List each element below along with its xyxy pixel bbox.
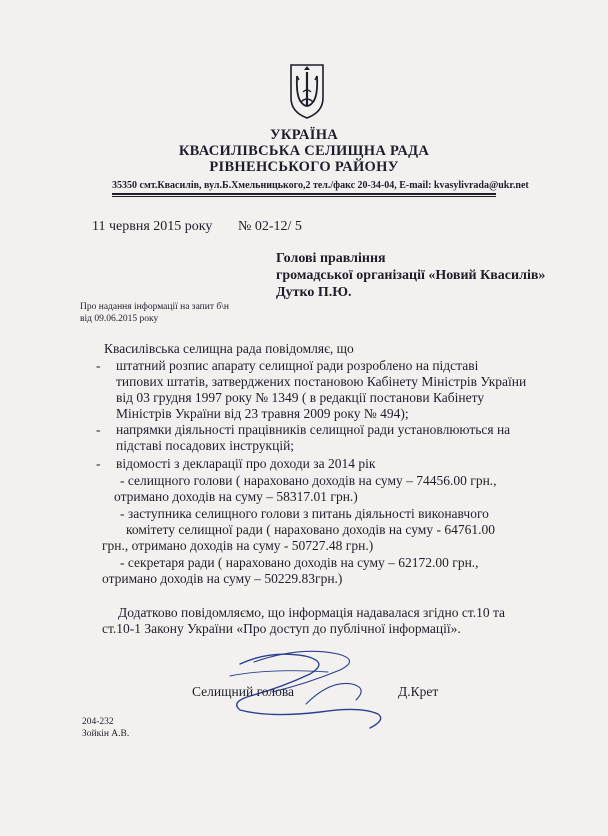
body-line: - секретаря ради ( нараховано доходів на суму – 62172.00 грн., bbox=[120, 555, 479, 570]
addressee-line-3: Дутко П.Ю. bbox=[276, 285, 352, 300]
letter-date: 11 червня 2015 року bbox=[92, 219, 213, 234]
body-closing: Додатково повідомляємо, що інформація надавалася згідно ст.10 та bbox=[118, 605, 506, 620]
header-contact: 35350 смт.Квасилів, вул.Б.Хмельницького,2 тел./факс 20-34-04, E-mail: kvasylivrada@ukr.net bbox=[112, 180, 529, 191]
coat-of-arms-icon bbox=[287, 62, 327, 120]
header-country: УКРАЇНА bbox=[269, 127, 339, 143]
bullet-mark: - bbox=[96, 422, 101, 437]
body-line: отримано доходів на суму – 50229.83грн.) bbox=[102, 571, 343, 586]
header-divider-thin bbox=[112, 196, 496, 197]
body-line: комітету селищної ради ( нараховано доходів на суму - 64761.00 bbox=[126, 522, 495, 537]
body-line: грн., отримано доходів на суму - 50727.48 грн.) bbox=[102, 538, 374, 553]
body-line: - селищного голови ( нараховано доходів на суму – 74456.00 грн., bbox=[120, 473, 497, 488]
signature-title: Селищний голова bbox=[192, 684, 295, 699]
addressee-line-2: громадської організації «Новий Квасилів» bbox=[276, 268, 546, 283]
body-line: - заступника селищного голови з питань діяльності виконавчого bbox=[120, 506, 489, 521]
body-line: від 03 грудня 1997 року № 1349 ( в редакції постанови Кабінету bbox=[116, 390, 485, 405]
subject-line-2: від 09.06.2015 року bbox=[80, 314, 159, 324]
subject-line-1: Про надання інформації на запит б\н bbox=[80, 302, 229, 312]
body-intro: Квасилівська селищна рада повідомляє, що bbox=[104, 341, 354, 356]
body-closing: ст.10-1 Закону України «Про доступ до публічної інформації». bbox=[102, 621, 461, 636]
body-line: відомості з декларації про доходи за 2014 рік bbox=[116, 456, 376, 471]
header-council: КВАСИЛІВСЬКА СЕЛИЩНА РАДА bbox=[178, 143, 430, 159]
addressee-line-1: Голові правління bbox=[276, 251, 386, 266]
footer-phone: 204-232 bbox=[82, 717, 114, 727]
body-line: отримано доходів на суму – 58317.01 грн.) bbox=[114, 489, 358, 504]
body-line: напрямки діяльності працівників селищної ради установлюються на bbox=[116, 422, 511, 437]
body-line: Міністрів України від 23 травня 2009 року № 494); bbox=[116, 406, 409, 421]
bullet-mark: - bbox=[96, 358, 101, 373]
body-line: типових штатів, затверджених постановою Кабінету Міністрів України bbox=[116, 374, 527, 389]
footer-author: Зойкін А.В. bbox=[82, 729, 130, 739]
header-divider bbox=[112, 193, 496, 195]
bullet-mark: - bbox=[96, 456, 101, 471]
letter-number: № 02-12/ 5 bbox=[238, 219, 302, 234]
header-district: РІВНЕНСЬКОГО РАЙОНУ bbox=[209, 159, 399, 175]
body-line: штатний розпис апарату селищної ради розроблено на підставі bbox=[116, 358, 479, 373]
body-line: підставі посадових інструкцій; bbox=[116, 438, 295, 453]
signature-name: Д.Крет bbox=[398, 684, 439, 699]
